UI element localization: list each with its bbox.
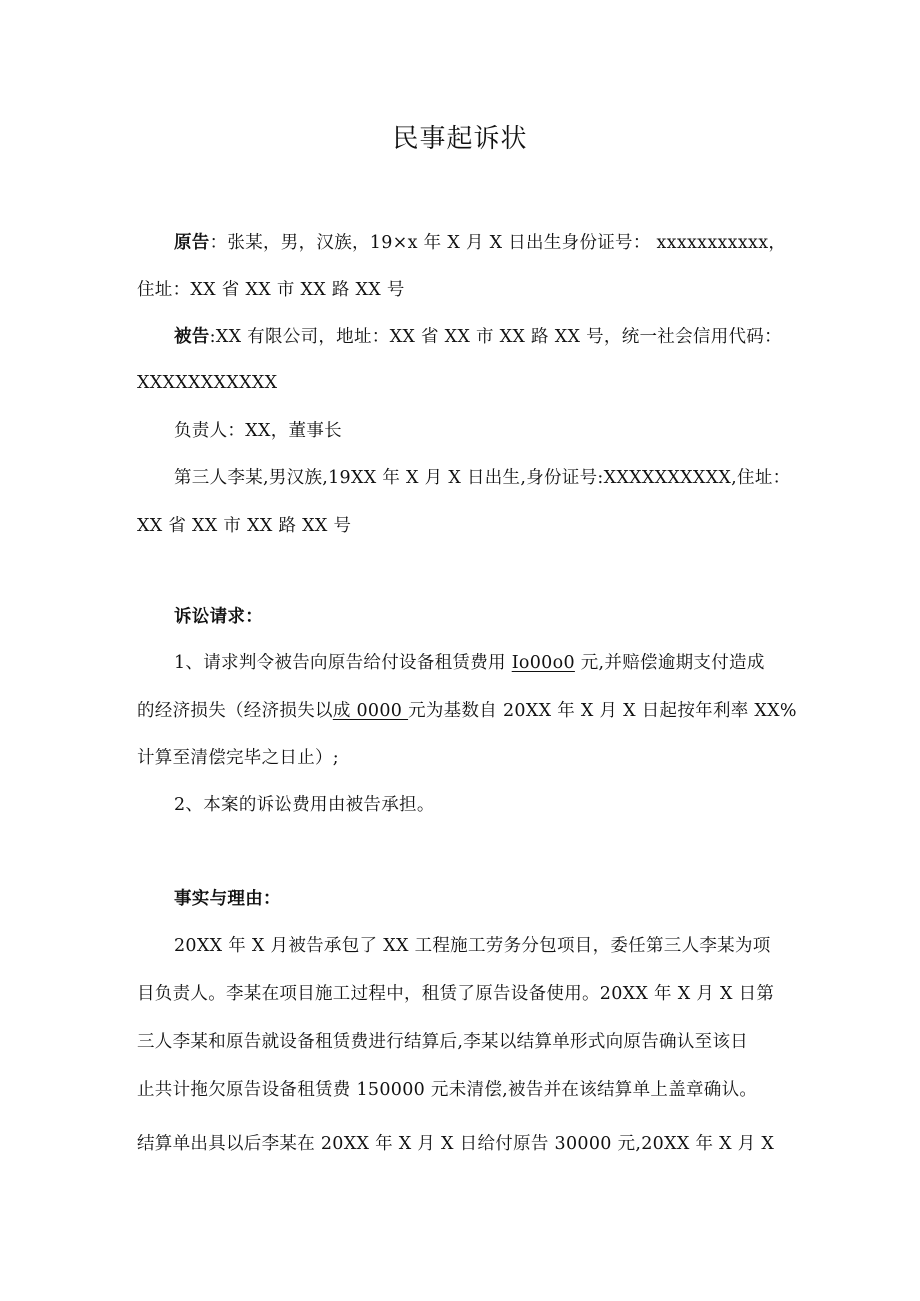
facts-line: 20XX 年 X 月被告承包了 XX 工程施工劳务分包项目，委任第三人李某为项 [174, 936, 771, 956]
facts-line: 三人李某和原告就设备租赁费进行结算后,李某以结算单形式向原告确认至该日 [137, 1032, 749, 1052]
facts-line: 止共计拖欠原告设备租赁费 150000 元未清偿,被告并在该结算单上盖章确认。 [137, 1080, 758, 1100]
claim-1-line-2 [137, 697, 797, 725]
facts-heading: 事实与理由： [174, 889, 281, 909]
facts-line: 结算单出具以后李某在 20XX 年 X 月 X 日给付原告 30000 元,20XX 年 X 月 X [137, 1134, 775, 1154]
claim-1-prefix: 1、请求判令被告向原告给付设备租赁费用 [174, 653, 512, 673]
plaintiff-label: 原告 [174, 233, 210, 253]
third-party-line-1: 第三人李某,男汉族,19XX 年 X 月 X 日出生,身份证号:XXXXXXXXXX,住址： [174, 468, 791, 488]
claim-1-suffix: 元,并赔偿逾期支付造成 [574, 653, 765, 673]
claim-1-amount: Io00o0 [511, 653, 575, 673]
defendant-line-2: XXXXXXXXXXX [137, 373, 278, 393]
document-title: 民事起诉状 [392, 124, 528, 154]
defendant-label: 被告 [174, 327, 210, 347]
claim-1-line-3: 计算至清偿完毕之日止）; [137, 748, 339, 768]
defendant-info: :XX 有限公司，地址：XX 省 XX 市 XX 路 XX 号，统一社会信用代码： [209, 327, 782, 347]
third-party-line-2: XX 省 XX 市 XX 路 XX 号 [137, 516, 352, 536]
claims-heading: 诉讼请求： [174, 607, 263, 627]
claim-2: 2、本案的诉讼费用由被告承担。 [174, 795, 435, 815]
claim-1-line-1 [174, 649, 765, 677]
plaintiff-info: ：张某，男，汉族，19×x 年 X 月 X 日出生身份证号： xxxxxxxxxxx， [209, 233, 787, 253]
claim-1-loss-amount: 成 0000 [332, 701, 409, 721]
defendant-line-1 [174, 323, 782, 351]
facts-line: 目负责人。李某在项目施工过程中，租赁了原告设备使用。20XX 年 X 月 X 日第 [137, 984, 775, 1004]
plaintiff-line-1 [174, 229, 786, 257]
claim-1-line2-prefix: 的经济损失（经济损失以 [137, 701, 333, 721]
claim-1-line2-suffix: 元为基数自 20XX 年 X 月 X 日起按年利率 XX% [408, 701, 797, 721]
representative-line: 负责人：XX，董事长 [174, 421, 342, 441]
plaintiff-line-2: 住址：XX 省 XX 市 XX 路 XX 号 [137, 280, 405, 300]
